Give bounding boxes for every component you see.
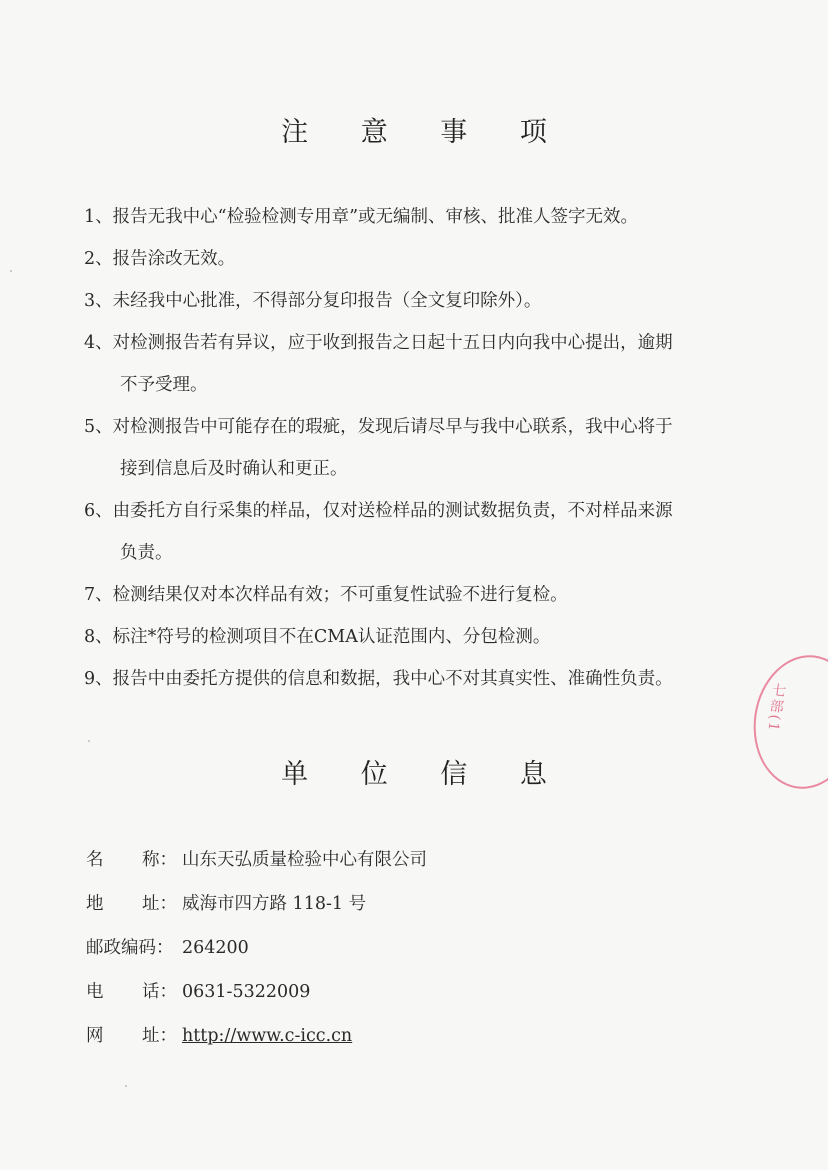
item-text: 对检测报告中可能存在的瑕疵，发现后请尽早与我中心联系，我中心将于	[112, 417, 673, 437]
notice-item-2	[84, 238, 754, 280]
info-label: 邮政编码：	[86, 938, 174, 958]
notice-item-1	[84, 196, 754, 238]
notice-item-9	[84, 658, 754, 700]
item-text: 检测结果仅对本次样品有效；不可重复性试验不进行复检。	[112, 585, 568, 605]
item-number: 6、	[84, 501, 113, 521]
item-number: 5、	[84, 417, 113, 437]
item-text: 报告中由委托方提供的信息和数据，我中心不对其真实性、准确性负责。	[112, 669, 673, 689]
item-number: 4、	[84, 333, 113, 353]
notice-item-6	[84, 490, 754, 574]
info-label: 电 话：	[86, 982, 177, 1002]
scan-speck	[88, 740, 90, 742]
info-row-address	[86, 882, 686, 926]
info-label: 网 址：	[86, 1026, 177, 1046]
item-number: 7、	[84, 585, 113, 605]
item-number: 3、	[84, 291, 113, 311]
info-label: 名 称：	[86, 850, 177, 870]
item-text: 对检测报告若有异议，应于收到报告之日起十五日内向我中心提出，逾期	[112, 333, 673, 353]
notice-item-7	[84, 574, 754, 616]
item-continuation: 不予受理。	[120, 375, 208, 395]
item-number: 1、	[84, 207, 113, 227]
scan-speck	[10, 270, 12, 272]
info-row-website	[86, 1014, 686, 1058]
info-value: 山东天弘质量检验中心有限公司	[182, 850, 427, 870]
notice-title: 注 意 事 项	[281, 117, 569, 148]
notice-item-5	[84, 406, 754, 490]
notice-item-4	[84, 322, 754, 406]
info-row-phone	[86, 970, 686, 1014]
item-continuation: 接到信息后及时确认和更正。	[120, 459, 348, 479]
item-continuation: 负责。	[120, 543, 173, 563]
item-text: 标注*符号的检测项目不在CMA认证范围内、分包检测。	[112, 627, 551, 647]
unit-info-title: 单 位 信 息	[281, 759, 569, 790]
website-link[interactable]: http://www.c-icc.cn	[182, 1026, 353, 1046]
notice-item-3	[84, 280, 754, 322]
item-text: 报告涂改无效。	[112, 249, 236, 269]
item-number: 9、	[84, 669, 113, 689]
info-row-name	[86, 838, 686, 882]
red-seal-stamp: 七部(1	[745, 648, 828, 795]
item-number: 8、	[84, 627, 113, 647]
scan-speck	[125, 1085, 127, 1087]
info-row-postcode	[86, 926, 686, 970]
info-value: 0631-5322009	[182, 982, 311, 1002]
unit-info	[86, 838, 686, 1058]
notice-item-8	[84, 616, 754, 658]
info-value: 威海市四方路 118-1 号	[182, 894, 367, 914]
item-text: 报告无我中心“检验检测专用章”或无编制、审核、批准人签字无效。	[112, 207, 639, 227]
item-number: 2、	[84, 249, 113, 269]
item-text: 未经我中心批准，不得部分复印报告（全文复印除外）。	[112, 291, 542, 311]
item-text: 由委托方自行采集的样品，仅对送检样品的测试数据负责，不对样品来源	[112, 501, 673, 521]
info-value: 264200	[182, 938, 249, 958]
notice-list	[84, 196, 754, 700]
info-label: 地 址：	[86, 894, 177, 914]
